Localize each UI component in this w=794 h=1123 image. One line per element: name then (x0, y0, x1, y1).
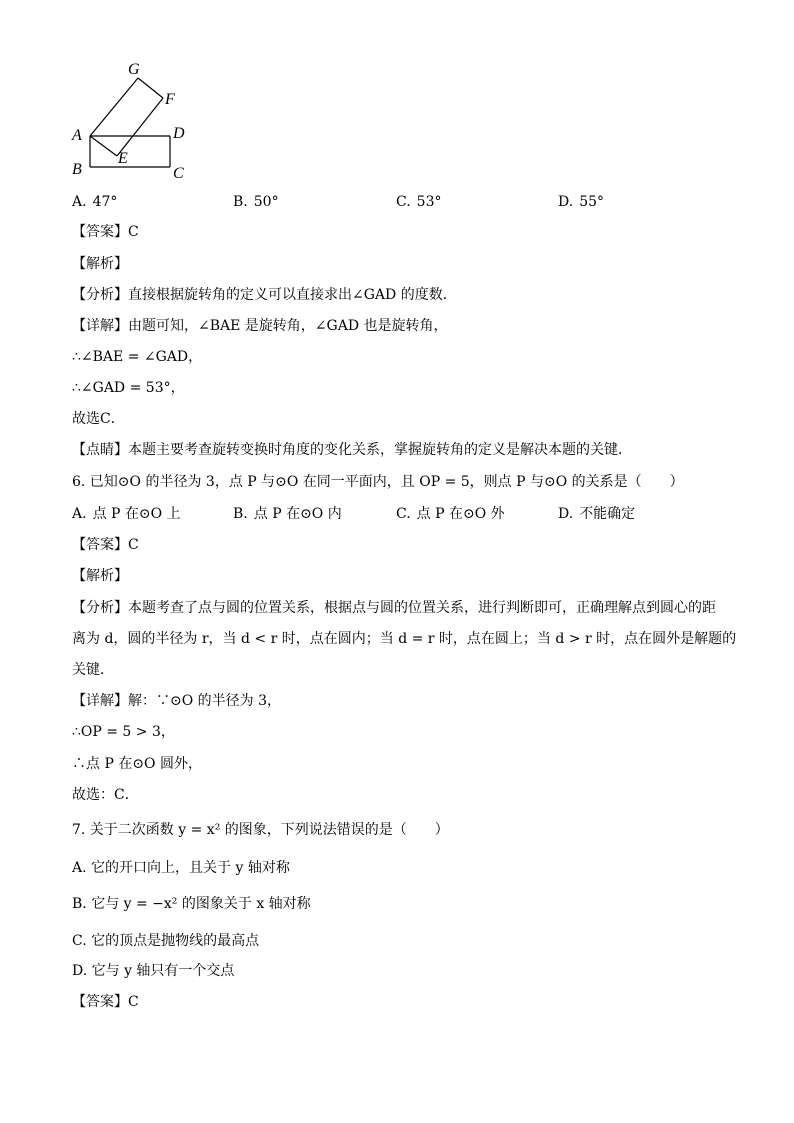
segment-fe (117, 98, 163, 156)
q6-option-a: A. 点 P 在⊙O 上 (72, 506, 181, 522)
segment-ae (90, 136, 117, 156)
q6-option-d: D. 不能确定 (558, 506, 636, 522)
q6-option-b: B. 点 P 在⊙O 内 (233, 506, 342, 522)
q6-detail: 【详解】解：∵⊙O 的半径为 3， (72, 693, 282, 709)
q6-analysis-line-3: 关键． (72, 662, 114, 678)
rotation-diagram (66, 56, 206, 186)
label-a: A (72, 127, 82, 144)
q5-jiexi: 【解析】 (72, 256, 128, 272)
q5-detail: 【详解】由题可知，∠BAE 是旋转角，∠GAD 也是旋转角， (72, 318, 448, 334)
q5-option-b: B. 50° (233, 194, 279, 210)
q7-question: 7. 关于二次函数 y = x² 的图象，下列说法错误的是（ ） (72, 822, 449, 838)
q5-option-a: A. 47° (72, 194, 118, 210)
label-b: B (72, 161, 82, 178)
q7-option-d: D. 它与 y 轴只有一个交点 (72, 963, 235, 979)
q5-analysis: 【分析】直接根据旋转角的定义可以直接求出∠GAD 的度数． (72, 287, 457, 303)
q7-option-b: B. 它与 y = −x² 的图象关于 x 轴对称 (72, 896, 311, 912)
q5-option-d: D. 55° (558, 194, 605, 210)
segment-gf (138, 78, 163, 98)
q6-answer: 【答案】C (72, 537, 139, 553)
q6-jiexi: 【解析】 (72, 568, 128, 584)
geometry-figure (66, 56, 206, 186)
label-f: F (165, 91, 175, 108)
q7-answer: 【答案】C (72, 994, 139, 1010)
label-d: D (173, 125, 185, 142)
q5-key-point: 【点睛】本题主要考查旋转变换时角度的变化关系，掌握旋转角的定义是解决本题的关键． (72, 442, 632, 458)
segment-ag (90, 78, 138, 136)
q6-analysis-line-1: 【分析】本题考查了点与圆的位置关系，根据点与圆的位置关系，进行判断即可，正确理解点到圆心的距 (72, 600, 716, 616)
q6-step-1: ∴OP = 5 > 3， (72, 724, 175, 740)
q6-option-c: C. 点 P 在⊙O 外 (396, 506, 505, 522)
label-e: E (118, 150, 128, 167)
q6-conclusion: 故选：C． (72, 787, 139, 803)
q5-option-c: C. 53° (396, 194, 442, 210)
q6-question: 6. 已知⊙O 的半径为 3，点 P 与⊙O 在同一平面内，且 OP = 5，则点 P 与⊙O 的关系是（ ） (72, 474, 684, 490)
q7-option-c: C. 它的顶点是抛物线的最高点 (72, 933, 260, 949)
q5-step-1: ∴∠BAE = ∠GAD， (72, 349, 203, 365)
q7-option-a: A. 它的开口向上，且关于 y 轴对称 (72, 860, 290, 876)
q5-conclusion: 故选C． (72, 411, 125, 427)
q6-analysis-line-2: 离为 d，圆的半径为 r，当 d < r 时，点在圆内；当 d = r 时，点在圆上；当 d > r 时，点在圆外是解题的 (72, 631, 737, 647)
label-g: G (128, 61, 140, 78)
q6-step-2: ∴点 P 在⊙O 圆外， (72, 756, 202, 772)
q5-step-2: ∴∠GAD = 53°， (72, 380, 185, 396)
label-c: C (173, 165, 184, 182)
q5-answer: 【答案】C (72, 224, 139, 240)
